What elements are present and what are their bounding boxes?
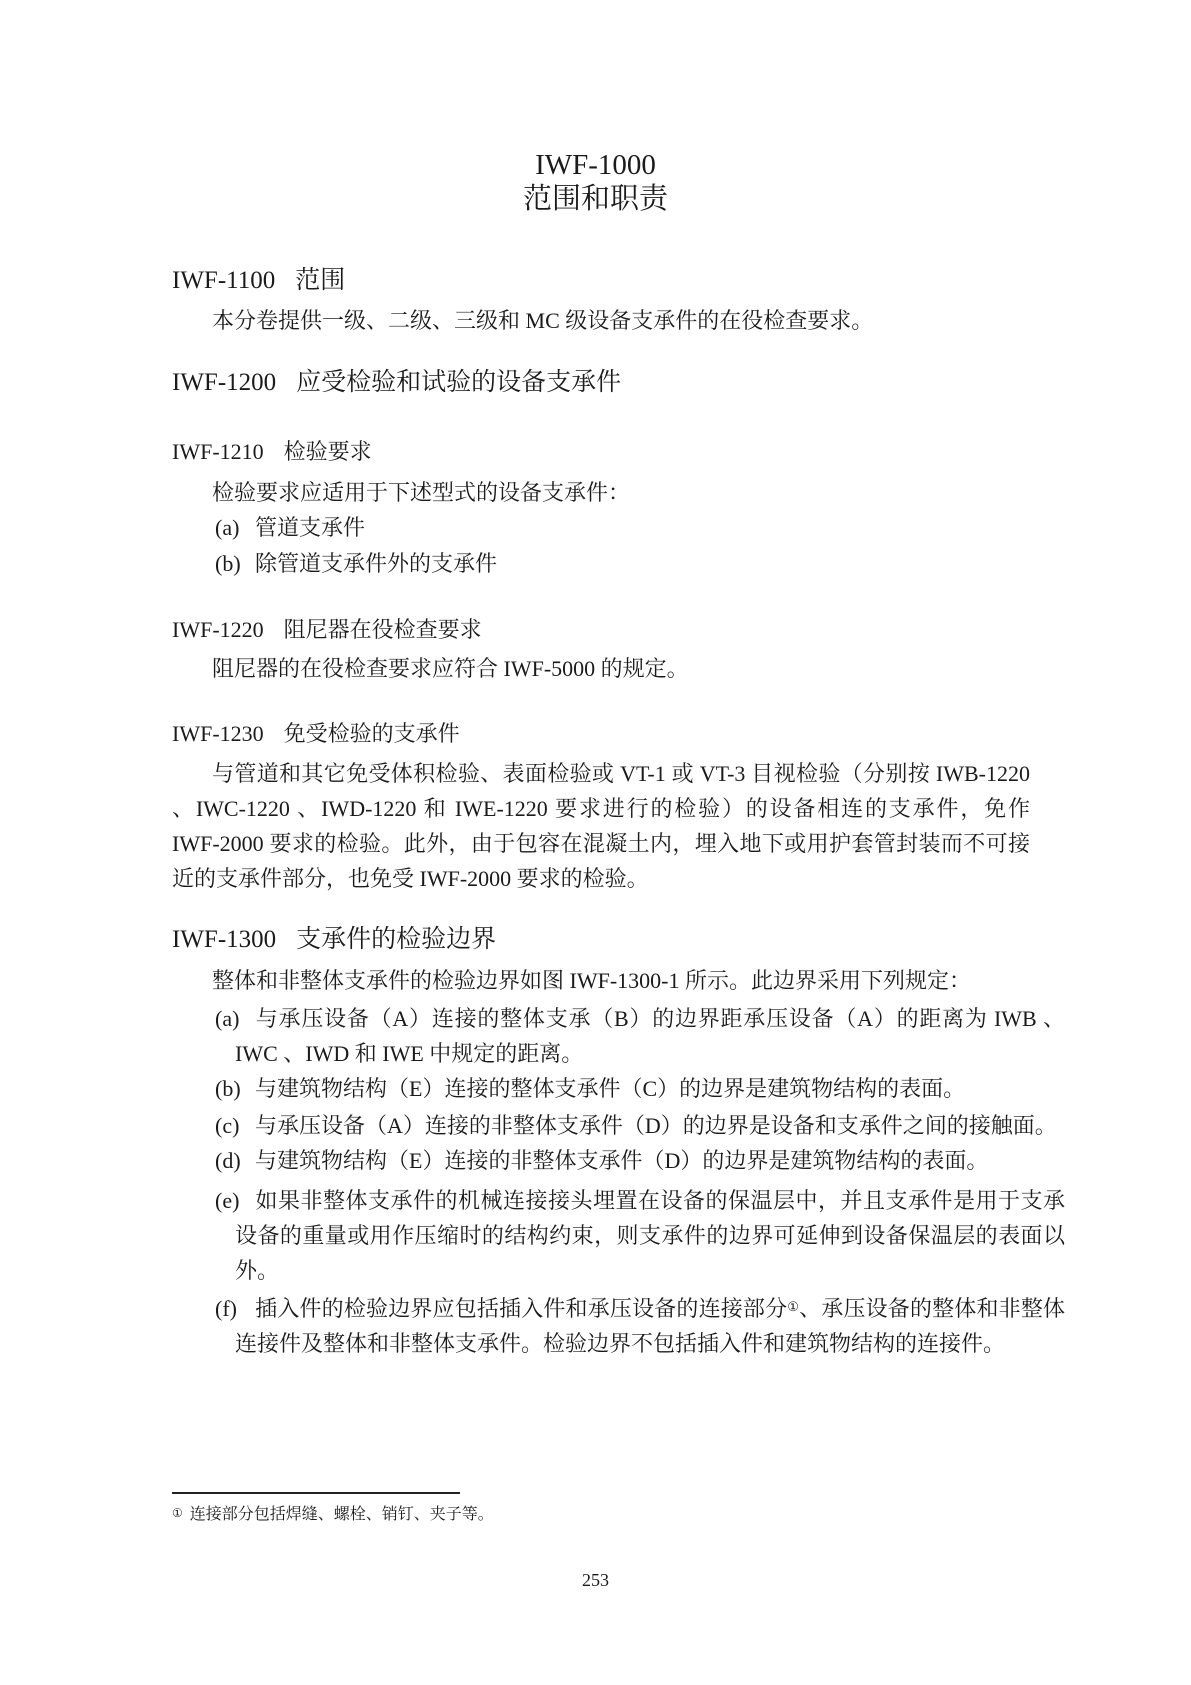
section-heading-iwf-1200 (172, 368, 1030, 398)
item-text: 如果非整体支承件的机械连接接头埋置在设备的保温层中，并且支承件是用于支承设备的重量或用作压缩时的结构约束，则支承件的边界可延伸到设备保温层的表面以外。 (235, 1188, 1065, 1283)
document-code: IWF-1000 (535, 149, 656, 181)
item-marker: (b) (215, 1076, 241, 1101)
item-text: 除管道支承件外的支承件 (255, 551, 498, 576)
list-item-1300-f (215, 1291, 1065, 1361)
section-code: IWF-1210 (172, 439, 264, 464)
paragraph-iwf-1300: 整体和非整体支承件的检验边界如图 IWF-1300-1 所示。此边界采用下列规定： (212, 968, 971, 993)
list-item-1300-e (215, 1183, 1065, 1288)
list-item-1300-a (215, 1001, 1065, 1071)
section-heading-iwf-1210 (172, 438, 1030, 466)
section-title: 检验要求 (283, 439, 372, 464)
item-marker: (a) (215, 515, 240, 540)
item-text: 与承压设备（A）连接的整体支承（B）的边界距承压设备（A）的距离为 IWB 、IWC 、IWD 和 IWE 中规定的距离。 (235, 1006, 1065, 1066)
paragraph-iwf-1230: 与管道和其它免受体积检验、表面检验或 VT-1 或 VT-3 目视检验（分别按 IWB-1220 、IWC-1220 、IWD-1220 和 IWE-1220 要求进行的检验）的设备相连的支承件，免作 IWF-2000 要求的检验。此外，由于包容在混凝土内，埋入地下或用护套管封装而不可接近的支承件部分，也免受 IWF-2000 要求的检验。 (172, 761, 1030, 891)
section-code: IWF-1200 (172, 369, 277, 396)
list-item-1300-d (215, 1143, 1065, 1178)
page-number: 253 (582, 1570, 609, 1590)
item-text: 与建筑物结构（E）连接的整体支承件（C）的边界是建筑物结构的表面。 (255, 1076, 966, 1101)
footnote-text: 连接部分包括焊缝、螺栓、销钉、夹子等。 (189, 1506, 494, 1523)
section-title: 免受检验的支承件 (283, 721, 460, 746)
item-marker: (e) (215, 1188, 240, 1213)
section-heading-iwf-1100 (172, 266, 1030, 296)
section-code: IWF-1100 (172, 267, 276, 294)
paragraph-iwf-1220: 阻尼器的在役检查要求应符合 IWF-5000 的规定。 (212, 656, 689, 681)
item-marker: (f) (215, 1296, 237, 1321)
list-item-1300-b (215, 1071, 1065, 1106)
paragraph-iwf-1210: 检验要求应适用于下述型式的设备支承件： (212, 480, 631, 505)
section-title: 支承件的检验边界 (296, 926, 497, 953)
footnote-marker: ① (172, 1506, 183, 1520)
footnote-reference-superscript: ① (787, 1299, 800, 1314)
section-heading-iwf-1230 (172, 720, 1030, 748)
section-heading-iwf-1220 (172, 616, 1030, 644)
item-marker: (a) (215, 1006, 240, 1031)
item-marker: (c) (215, 1113, 240, 1138)
item-text: 插入件的检验边界应包括插入件和承压设备的连接部分 (255, 1296, 788, 1321)
footnote-divider-rule (172, 1492, 460, 1494)
paragraph-iwf-1100: 本分卷提供一级、二级、三级和 MC 级设备支承件的在役检查要求。 (212, 308, 874, 333)
list-item-1210-b (215, 546, 1065, 581)
section-code: IWF-1230 (172, 721, 264, 746)
section-heading-iwf-1300 (172, 925, 1030, 955)
item-text: 管道支承件 (255, 515, 366, 540)
list-item-1210-a (215, 510, 1065, 545)
section-title: 范围 (295, 267, 346, 294)
document-title-block (0, 148, 1191, 216)
section-title: 阻尼器在役检查要求 (283, 617, 482, 642)
item-text: 与承压设备（A）连接的非整体支承件（D）的边界是设备和支承件之间的接触面。 (255, 1113, 1057, 1138)
item-text: 与建筑物结构（E）连接的非整体支承件（D）的边界是建筑物结构的表面。 (255, 1148, 989, 1173)
footnote (172, 1502, 872, 1526)
section-code: IWF-1300 (172, 926, 277, 953)
section-code: IWF-1220 (172, 617, 264, 642)
item-marker: (d) (215, 1148, 241, 1173)
item-marker: (b) (215, 551, 241, 576)
item-text-continued: 、承压设备的整体和非整体连接件及整体和非整体支承件。检验边界不包括插入件和建筑物结构的连接件。 (235, 1296, 1065, 1356)
list-item-1300-c (215, 1108, 1065, 1143)
section-title: 应受检验和试验的设备支承件 (296, 369, 622, 396)
document-title: 范围和职责 (522, 183, 668, 215)
